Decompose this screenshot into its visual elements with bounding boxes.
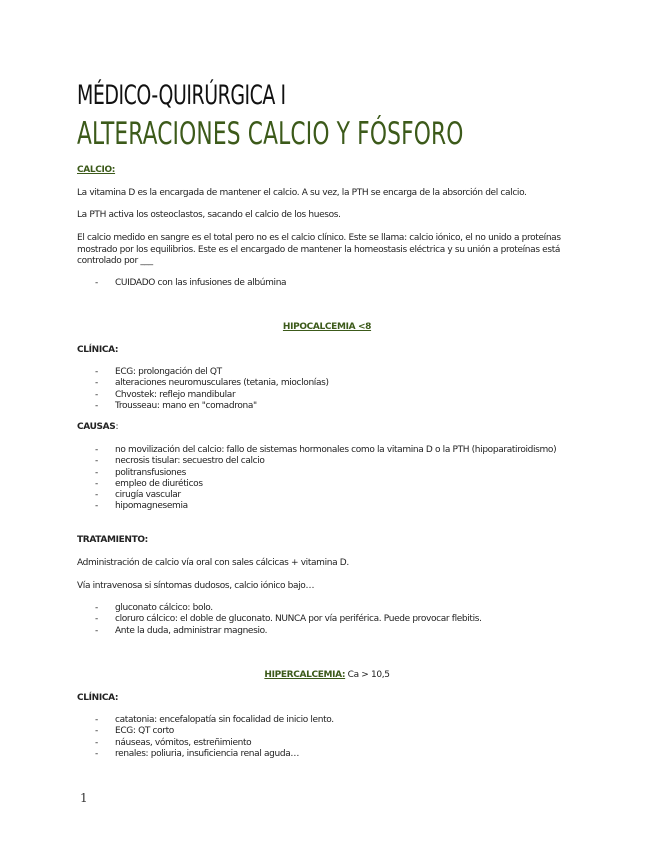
list-item bbox=[95, 378, 565, 389]
list-item bbox=[95, 367, 565, 378]
dash-marker: - bbox=[95, 501, 98, 512]
list-item bbox=[95, 456, 565, 467]
dash-marker: - bbox=[95, 278, 98, 288]
dash-marker: - bbox=[95, 490, 98, 501]
list-item-text: renales: poliuria, insuficiencia renal aguda… bbox=[115, 748, 300, 759]
list-item-text: CUIDADO con las infusiones de albúmina bbox=[115, 278, 287, 288]
hipercalcemia-threshold: Ca > 10,5 bbox=[345, 670, 390, 680]
dash-marker: - bbox=[95, 726, 98, 737]
calcio-bullet-list bbox=[95, 278, 565, 289]
list-item-text: empleo de diuréticos bbox=[115, 478, 203, 489]
list-item bbox=[95, 445, 565, 456]
hipocalcemia-clinica-list bbox=[95, 367, 565, 412]
dash-marker: - bbox=[95, 614, 98, 625]
tratamiento-paragraph-1: Administración de calcio vía oral con sales cálcicas + vitamina D. bbox=[77, 558, 349, 568]
list-item-text: ECG: QT corto bbox=[115, 726, 174, 737]
list-item bbox=[95, 715, 565, 726]
dash-marker: - bbox=[95, 456, 98, 467]
dash-marker: - bbox=[95, 625, 98, 636]
hipocalcemia-heading bbox=[77, 322, 577, 334]
list-item bbox=[95, 490, 565, 501]
hipocalcemia-heading-text: HIPOCALCEMIA <8 bbox=[282, 322, 372, 332]
hipocalcemia-clinica-label: CLÍNICA: bbox=[77, 345, 119, 355]
list-item-text: Ante la duda, administrar magnesio. bbox=[115, 625, 268, 636]
hipercalcemia-heading-text: HIPERCALCEMIA: bbox=[264, 670, 346, 680]
hipocalcemia-causas-list bbox=[95, 445, 565, 513]
list-item bbox=[95, 401, 565, 412]
list-item-text: náuseas, vómitos, estreñimiento bbox=[115, 737, 252, 748]
document-subtitle: ALTERACIONES CALCIO Y FÓSFORO bbox=[77, 116, 464, 152]
hipocalcemia-tratamiento-list bbox=[95, 603, 565, 637]
list-item bbox=[95, 749, 565, 760]
list-item bbox=[95, 726, 565, 737]
list-item-text: catatonia: encefalopatía sin focalidad de inicio lento. bbox=[115, 715, 334, 725]
dash-marker: - bbox=[95, 389, 98, 400]
list-item-text: cloruro cálcico: el doble de gluconato. NUNCA por vía periférica. Puede provocar flebitis. bbox=[115, 614, 482, 625]
dash-marker: - bbox=[95, 737, 98, 748]
calcio-paragraph-3: El calcio medido en sangre es el total pero no es el calcio clínico. Este se llama: calcio iónico, el no unido a proteínas mostrado por los equilibrios. Este es el encargado de mantener la homeostasis eléctrica y su unión a proteínas está controlado por ___ bbox=[77, 233, 561, 266]
list-item bbox=[95, 278, 565, 289]
dash-marker: - bbox=[95, 445, 98, 455]
dash-marker: - bbox=[95, 748, 98, 759]
list-item bbox=[95, 501, 565, 512]
list-item bbox=[95, 614, 565, 625]
tratamiento-paragraph-2: Vía intravenosa si síntomas dudosos, calcio iónico bajo… bbox=[77, 581, 315, 591]
list-item-text: Trousseau: mano en "comadrona" bbox=[115, 400, 257, 411]
dash-marker: - bbox=[95, 603, 98, 613]
calcio-paragraph-2: La PTH activa los osteoclastos, sacando el calcio de los huesos. bbox=[77, 210, 341, 220]
page-number: 1 bbox=[80, 791, 88, 805]
hipercalcemia-clinica-label: CLÍNICA: bbox=[77, 693, 119, 703]
hipocalcemia-tratamiento-label: TRATAMIENTO: bbox=[77, 535, 148, 545]
list-item-text: hipomagnesemia bbox=[115, 501, 188, 512]
list-item bbox=[95, 390, 565, 401]
hipocalcemia-causas-label: CAUSAS bbox=[77, 422, 116, 432]
list-item bbox=[95, 479, 565, 490]
list-item-text: politransfusiones bbox=[115, 467, 186, 478]
list-item-text: ECG: prolongación del QT bbox=[115, 367, 222, 377]
list-item-text: no movilización del calcio: fallo de sistemas hormonales como la vitamina D o la PTH (hipoparatiroidismo) bbox=[115, 445, 557, 455]
list-item bbox=[95, 626, 565, 637]
list-item-text: alteraciones neuromusculares (tetania, mioclonías) bbox=[115, 378, 329, 389]
list-item-text: gluconato cálcico: bolo. bbox=[115, 603, 213, 613]
list-item bbox=[95, 738, 565, 749]
dash-marker: - bbox=[95, 400, 98, 411]
hipocalcemia-causas-label-line bbox=[77, 422, 577, 434]
calcio-heading-text: CALCIO: bbox=[77, 165, 116, 175]
calcio-heading bbox=[77, 165, 577, 177]
list-item bbox=[95, 603, 565, 614]
dash-marker: - bbox=[95, 478, 98, 489]
list-item-text: Chvostek: reflejo mandibular bbox=[115, 389, 236, 400]
dash-marker: - bbox=[95, 467, 98, 478]
list-item-text: cirugía vascular bbox=[115, 490, 181, 501]
calcio-paragraph-1: La vitamina D es la encargada de mantener el calcio. A su vez, la PTH se encarga de la absorción del calcio. bbox=[77, 188, 527, 198]
list-item-text: necrosis tisular: secuestro del calcio bbox=[115, 456, 265, 467]
dash-marker: - bbox=[95, 367, 98, 377]
causas-colon: : bbox=[115, 422, 119, 432]
dash-marker: - bbox=[95, 378, 98, 389]
document-title: MÉDICO-QUIRÚRGICA I bbox=[77, 80, 286, 111]
list-item bbox=[95, 468, 565, 479]
dash-marker: - bbox=[95, 715, 98, 725]
hipercalcemia-clinica-list bbox=[95, 715, 565, 760]
hipercalcemia-heading bbox=[77, 670, 577, 682]
